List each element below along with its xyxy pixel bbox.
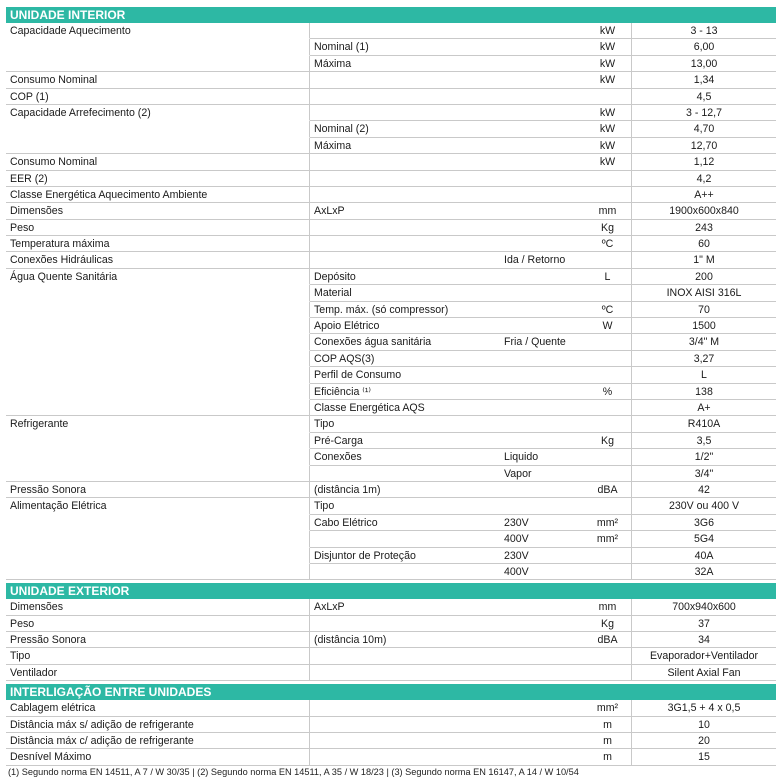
condition-cell — [500, 482, 584, 498]
subparameter-cell: Cabo Elétrico — [310, 515, 500, 531]
unit-cell: m — [584, 733, 632, 749]
footnote: (1) Segundo norma EN 14511, A 7 / W 30/35 | (2) Segundo norma EN 14511, A 35 / W 18/23 | (3) Segundo norma EN 16147, A 14 / W 10/54 — [8, 767, 579, 777]
unit-cell — [584, 665, 632, 681]
parameter-cell — [6, 39, 310, 55]
value-cell: 3/4" M — [632, 334, 776, 350]
unit-cell — [584, 351, 632, 367]
condition-cell: Fria / Quente — [500, 334, 584, 350]
subparameter-cell: Classe Energética AQS — [310, 400, 500, 416]
value-cell: 37 — [632, 616, 776, 632]
condition-cell — [500, 632, 584, 648]
value-cell: 1" M — [632, 252, 776, 268]
unit-cell — [584, 252, 632, 268]
condition-cell — [500, 171, 584, 187]
value-cell: Silent Axial Fan — [632, 665, 776, 681]
unit-cell: Kg — [584, 220, 632, 236]
unit-cell: Kg — [584, 433, 632, 449]
subparameter-cell: Pré-Carga — [310, 433, 500, 449]
subparameter-cell — [310, 23, 500, 39]
condition-cell — [500, 416, 584, 432]
condition-cell — [500, 433, 584, 449]
value-cell: 32A — [632, 564, 776, 580]
unit-cell — [584, 367, 632, 383]
parameter-cell: Capacidade Arrefecimento (2) — [6, 105, 310, 121]
unit-cell: kW — [584, 72, 632, 88]
subparameter-cell — [310, 616, 500, 632]
condition-cell — [500, 105, 584, 121]
value-cell: R410A — [632, 416, 776, 432]
subparameter-cell: Tipo — [310, 416, 500, 432]
unit-cell: kW — [584, 138, 632, 154]
condition-cell — [500, 285, 584, 301]
parameter-cell: Consumo Nominal — [6, 72, 310, 88]
condition-cell — [500, 367, 584, 383]
condition-cell — [500, 498, 584, 514]
subparameter-cell — [310, 717, 500, 733]
value-cell: 3G1,5 + 4 x 0,5 — [632, 700, 776, 716]
condition-cell — [500, 269, 584, 285]
unit-cell: m — [584, 749, 632, 765]
condition-cell — [500, 89, 584, 105]
subparameter-cell — [310, 72, 500, 88]
condition-cell — [500, 203, 584, 219]
subparameter-cell — [310, 700, 500, 716]
subparameter-cell: Máxima — [310, 56, 500, 72]
parameter-cell — [6, 515, 310, 531]
value-cell: 4,5 — [632, 89, 776, 105]
condition-cell — [500, 717, 584, 733]
condition-cell — [500, 384, 584, 400]
unit-cell — [584, 449, 632, 465]
value-cell: A++ — [632, 187, 776, 203]
parameter-cell: Peso — [6, 616, 310, 632]
parameter-cell — [6, 449, 310, 465]
unit-cell: kW — [584, 121, 632, 137]
condition-cell: 230V — [500, 548, 584, 564]
parameter-cell — [6, 121, 310, 137]
value-cell: 5G4 — [632, 531, 776, 547]
value-cell: 3,27 — [632, 351, 776, 367]
condition-cell — [500, 23, 584, 39]
subparameter-cell: Conexões água sanitária — [310, 334, 500, 350]
condition-cell — [500, 138, 584, 154]
unit-cell — [584, 285, 632, 301]
condition-cell — [500, 39, 584, 55]
parameter-cell: Cablagem elétrica — [6, 700, 310, 716]
value-cell: 13,00 — [632, 56, 776, 72]
subparameter-cell: AxLxP — [310, 203, 500, 219]
subparameter-cell — [310, 187, 500, 203]
condition-cell — [500, 56, 584, 72]
value-cell: 138 — [632, 384, 776, 400]
subparameter-cell — [310, 89, 500, 105]
spec-sheet — [6, 7, 776, 766]
subparameter-cell — [310, 252, 500, 268]
subparameter-cell: Disjuntor de Proteção — [310, 548, 500, 564]
parameter-cell — [6, 302, 310, 318]
value-cell: 200 — [632, 269, 776, 285]
condition-cell — [500, 648, 584, 664]
parameter-cell: Desnível Máximo — [6, 749, 310, 765]
unit-cell — [584, 466, 632, 482]
parameter-cell: Consumo Nominal — [6, 154, 310, 170]
subparameter-cell: COP AQS(3) — [310, 351, 500, 367]
spec-table — [6, 700, 776, 766]
value-cell: 1900x600x840 — [632, 203, 776, 219]
condition-cell: 400V — [500, 531, 584, 547]
value-cell: 15 — [632, 749, 776, 765]
unit-cell: kW — [584, 105, 632, 121]
unit-cell: ºC — [584, 236, 632, 252]
value-cell: 3,5 — [632, 433, 776, 449]
unit-cell — [584, 171, 632, 187]
subparameter-cell: Tipo — [310, 498, 500, 514]
subparameter-cell: Temp. máx. (só compressor) — [310, 302, 500, 318]
unit-cell: kW — [584, 23, 632, 39]
parameter-cell: Pressão Sonora — [6, 482, 310, 498]
value-cell: Evaporador+Ventilador — [632, 648, 776, 664]
value-cell: 10 — [632, 717, 776, 733]
subparameter-cell — [310, 733, 500, 749]
parameter-cell — [6, 466, 310, 482]
value-cell: 6,00 — [632, 39, 776, 55]
condition-cell — [500, 700, 584, 716]
condition-cell — [500, 236, 584, 252]
parameter-cell: Peso — [6, 220, 310, 236]
condition-cell: 400V — [500, 564, 584, 580]
value-cell: 3 - 12,7 — [632, 105, 776, 121]
subparameter-cell — [310, 564, 500, 580]
condition-cell — [500, 599, 584, 615]
parameter-cell: Água Quente Sanitária — [6, 269, 310, 285]
value-cell: 70 — [632, 302, 776, 318]
spec-table — [6, 23, 776, 580]
value-cell: 243 — [632, 220, 776, 236]
value-cell: 34 — [632, 632, 776, 648]
unit-cell: mm² — [584, 700, 632, 716]
unit-cell: Kg — [584, 616, 632, 632]
unit-cell: dBA — [584, 482, 632, 498]
subparameter-cell — [310, 171, 500, 187]
unit-cell: m — [584, 717, 632, 733]
unit-cell: % — [584, 384, 632, 400]
section-header: INTERLIGAÇÃO ENTRE UNIDADES — [6, 684, 776, 700]
condition-cell: Ida / Retorno — [500, 252, 584, 268]
value-cell: 20 — [632, 733, 776, 749]
unit-cell — [584, 400, 632, 416]
subparameter-cell: (distância 1m) — [310, 482, 500, 498]
condition-cell — [500, 665, 584, 681]
parameter-cell — [6, 433, 310, 449]
subparameter-cell: Material — [310, 285, 500, 301]
subparameter-cell — [310, 220, 500, 236]
value-cell: L — [632, 367, 776, 383]
unit-cell — [584, 187, 632, 203]
parameter-cell: Capacidade Aquecimento — [6, 23, 310, 39]
unit-cell: ºC — [584, 302, 632, 318]
section-header: UNIDADE INTERIOR — [6, 7, 776, 23]
unit-cell — [584, 89, 632, 105]
value-cell: 42 — [632, 482, 776, 498]
subparameter-cell — [310, 236, 500, 252]
subparameter-cell — [310, 531, 500, 547]
value-cell: 1,34 — [632, 72, 776, 88]
parameter-cell — [6, 548, 310, 564]
parameter-cell: Conexões Hidráulicas — [6, 252, 310, 268]
unit-cell: mm² — [584, 515, 632, 531]
unit-cell — [584, 498, 632, 514]
value-cell: 4,2 — [632, 171, 776, 187]
parameter-cell: Classe Energética Aquecimento Ambiente — [6, 187, 310, 203]
value-cell: 1500 — [632, 318, 776, 334]
condition-cell — [500, 187, 584, 203]
subparameter-cell: Conexões — [310, 449, 500, 465]
condition-cell — [500, 749, 584, 765]
subparameter-cell: AxLxP — [310, 599, 500, 615]
condition-cell — [500, 400, 584, 416]
parameter-cell: Distância máx s/ adição de refrigerante — [6, 717, 310, 733]
condition-cell: Vapor — [500, 466, 584, 482]
unit-cell — [584, 334, 632, 350]
condition-cell — [500, 351, 584, 367]
subparameter-cell: Nominal (2) — [310, 121, 500, 137]
parameter-cell: Tipo — [6, 648, 310, 664]
subparameter-cell: (distância 10m) — [310, 632, 500, 648]
condition-cell — [500, 154, 584, 170]
condition-cell — [500, 302, 584, 318]
subparameter-cell: Máxima — [310, 138, 500, 154]
unit-cell: mm² — [584, 531, 632, 547]
condition-cell: 230V — [500, 515, 584, 531]
parameter-cell: Dimensões — [6, 203, 310, 219]
parameter-cell — [6, 351, 310, 367]
parameter-cell — [6, 384, 310, 400]
section-header: UNIDADE EXTERIOR — [6, 583, 776, 599]
parameter-cell: Temperatura máxima — [6, 236, 310, 252]
value-cell: 40A — [632, 548, 776, 564]
condition-cell — [500, 72, 584, 88]
unit-cell: mm — [584, 203, 632, 219]
parameter-cell — [6, 285, 310, 301]
subparameter-cell: Eficiência ⁽¹⁾ — [310, 384, 500, 400]
parameter-cell — [6, 367, 310, 383]
value-cell: 3G6 — [632, 515, 776, 531]
parameter-cell: Ventilador — [6, 665, 310, 681]
subparameter-cell: Depósito — [310, 269, 500, 285]
value-cell: 1/2" — [632, 449, 776, 465]
unit-cell: kW — [584, 56, 632, 72]
condition-cell: Liquido — [500, 449, 584, 465]
parameter-cell: Distância máx c/ adição de refrigerante — [6, 733, 310, 749]
condition-cell — [500, 121, 584, 137]
value-cell: 3 - 13 — [632, 23, 776, 39]
condition-cell — [500, 616, 584, 632]
unit-cell: kW — [584, 39, 632, 55]
unit-cell — [584, 548, 632, 564]
unit-cell: L — [584, 269, 632, 285]
parameter-cell: COP (1) — [6, 89, 310, 105]
condition-cell — [500, 220, 584, 236]
parameter-cell — [6, 138, 310, 154]
unit-cell — [584, 648, 632, 664]
subparameter-cell — [310, 105, 500, 121]
unit-cell: kW — [584, 154, 632, 170]
unit-cell: dBA — [584, 632, 632, 648]
value-cell: 3/4" — [632, 466, 776, 482]
subparameter-cell — [310, 466, 500, 482]
condition-cell — [500, 733, 584, 749]
value-cell: 4,70 — [632, 121, 776, 137]
parameter-cell — [6, 531, 310, 547]
value-cell: INOX AISI 316L — [632, 285, 776, 301]
parameter-cell — [6, 318, 310, 334]
unit-cell: mm — [584, 599, 632, 615]
unit-cell: W — [584, 318, 632, 334]
subparameter-cell: Perfil de Consumo — [310, 367, 500, 383]
parameter-cell: Alimentação Elétrica — [6, 498, 310, 514]
parameter-cell — [6, 564, 310, 580]
parameter-cell: EER (2) — [6, 171, 310, 187]
parameter-cell: Pressão Sonora — [6, 632, 310, 648]
value-cell: 230V ou 400 V — [632, 498, 776, 514]
subparameter-cell: Nominal (1) — [310, 39, 500, 55]
parameter-cell: Dimensões — [6, 599, 310, 615]
unit-cell — [584, 416, 632, 432]
value-cell: 60 — [632, 236, 776, 252]
value-cell: 700x940x600 — [632, 599, 776, 615]
parameter-cell — [6, 334, 310, 350]
condition-cell — [500, 318, 584, 334]
subparameter-cell: Apoio Elétrico — [310, 318, 500, 334]
parameter-cell — [6, 400, 310, 416]
parameter-cell — [6, 56, 310, 72]
value-cell: A+ — [632, 400, 776, 416]
spec-table — [6, 599, 776, 681]
value-cell: 12,70 — [632, 138, 776, 154]
subparameter-cell — [310, 749, 500, 765]
parameter-cell: Refrigerante — [6, 416, 310, 432]
unit-cell — [584, 564, 632, 580]
value-cell: 1,12 — [632, 154, 776, 170]
subparameter-cell — [310, 648, 500, 664]
subparameter-cell — [310, 665, 500, 681]
subparameter-cell — [310, 154, 500, 170]
